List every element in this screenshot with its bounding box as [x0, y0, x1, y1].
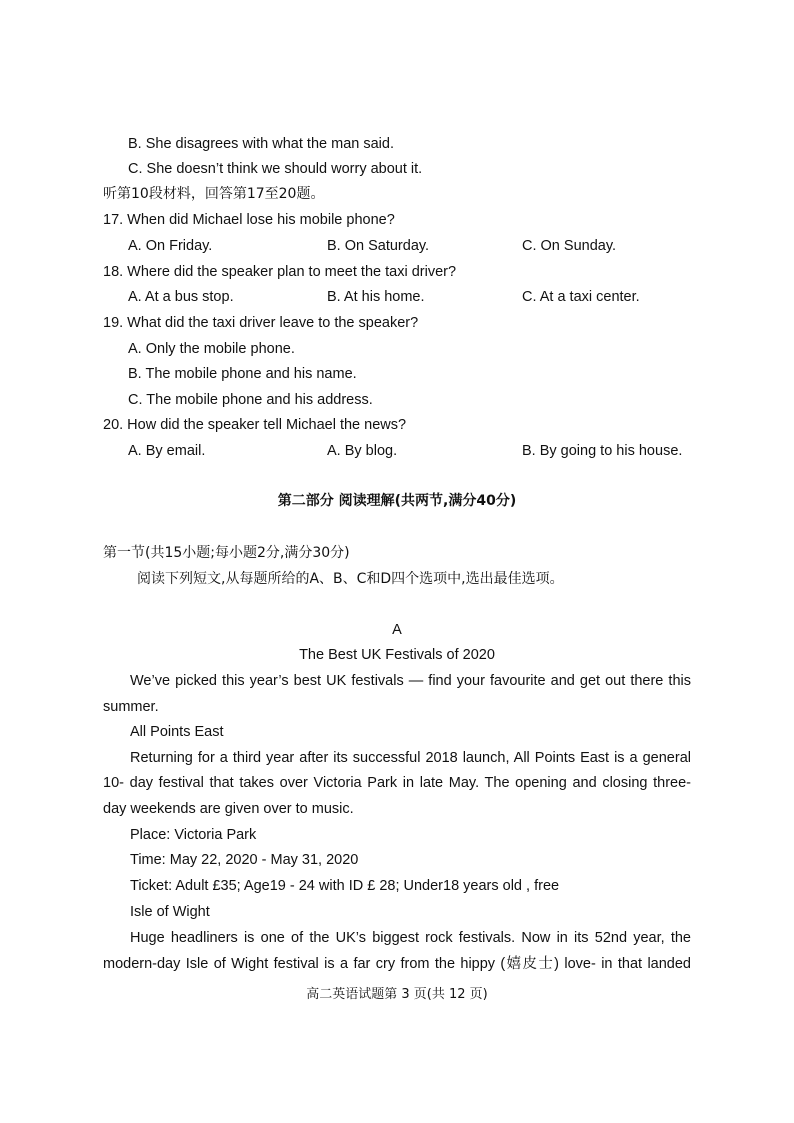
q18-option-a: A. At a bus stop.	[128, 289, 234, 305]
q17-option-c: C. On Sunday.	[522, 238, 617, 254]
q18-option-b: B. At his home.	[327, 289, 425, 305]
question-17: 17. When did Michael lose his mobile phone?	[103, 212, 395, 228]
q19-option-c: C. The mobile phone and his address.	[128, 392, 373, 408]
part2-title: 第二部分 阅读理解(共两节,满分40分)	[277, 493, 517, 509]
q18-option-c: C. At a taxi center.	[522, 289, 640, 305]
intro-line-2: summer.	[103, 699, 159, 715]
question-20: 20. How did the speaker tell Michael the news?	[103, 417, 407, 433]
section1-instruction: 阅读下列短文,从每题所给的A、B、C和D四个选项中,选出最佳选项。	[137, 571, 564, 587]
passage-title: The Best UK Festivals of 2020	[299, 647, 495, 663]
q19-option-b: B. The mobile phone and his name.	[128, 366, 357, 382]
festival1-line-3: day weekends are given over to music.	[103, 801, 354, 817]
q20-option-b: A. By blog.	[327, 443, 398, 459]
section-instruction: 听第10段材料，回答第17至20题。	[103, 186, 325, 202]
question-18: 18. Where did the speaker plan to meet the taxi driver?	[103, 264, 457, 280]
q16-option-b: B. She disagrees with what the man said.	[128, 136, 394, 152]
intro-line-1: We’ve picked this year’s best UK festivals — find your favourite and get out there this	[130, 673, 691, 689]
q20-option-a: A. By email.	[128, 443, 206, 459]
q16-option-c: C. She doesn’t think we should worry about it.	[128, 161, 423, 177]
q17-option-a: A. On Friday.	[128, 238, 213, 254]
q19-option-a: A. Only the mobile phone.	[128, 341, 295, 357]
q20-option-c: B. By going to his house.	[522, 443, 683, 459]
festival1-ticket: Ticket: Adult £35; Age19 - 24 with ID £ 28; Under18 years old , free	[130, 878, 560, 894]
question-19: 19. What did the taxi driver leave to the speaker?	[103, 315, 419, 331]
festival1-line-2: 10- day festival that takes over Victoria Park in late May. The opening and closing three-	[103, 775, 691, 791]
section1-heading: 第一节(共15小题;每小题2分,满分30分)	[103, 545, 350, 561]
festival2-line-2: modern-day Isle of Wight festival is a far cry from the hippy (嬉皮士) love- in that landed	[103, 956, 691, 972]
festival2-line-1: Huge headliners is one of the UK’s biggest rock festivals. Now in its 52nd year, the	[130, 930, 691, 946]
festival1-line-1: Returning for a third year after its successful 2018 launch, All Points East is a general	[130, 750, 691, 766]
festival1-place: Place: Victoria Park	[130, 827, 257, 843]
festival1-name: All Points East	[130, 724, 224, 740]
q17-option-b: B. On Saturday.	[327, 238, 430, 254]
festival2-name: Isle of Wight	[130, 904, 210, 920]
passage-label: A	[392, 622, 402, 638]
festival1-time: Time: May 22, 2020 - May 31, 2020	[130, 852, 359, 868]
page-footer: 高二英语试题第 3 页(共 12 页)	[306, 987, 488, 1002]
